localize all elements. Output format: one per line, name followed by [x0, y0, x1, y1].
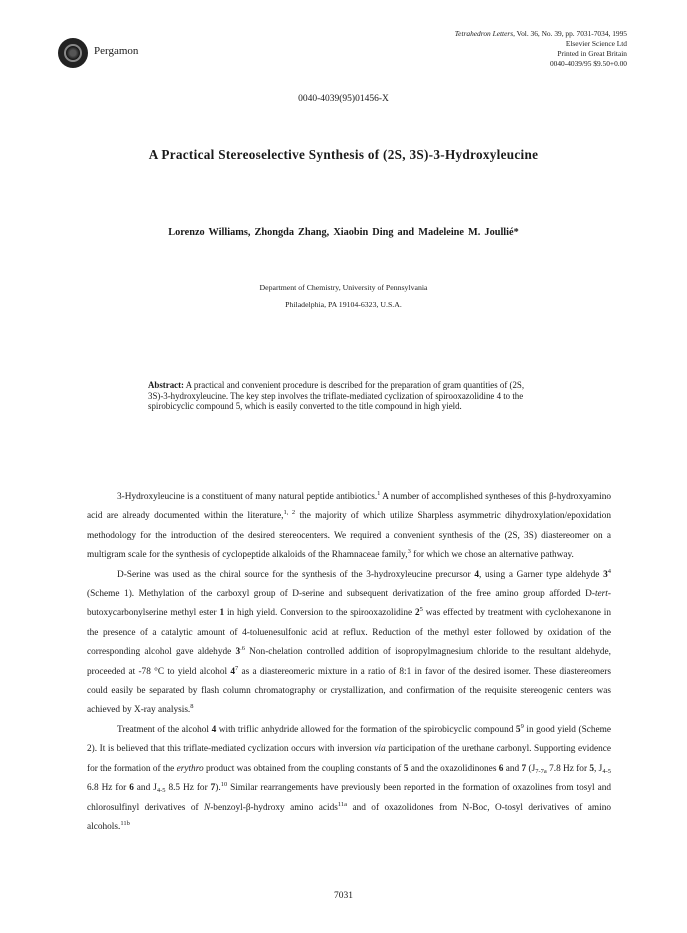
paper-title: A Practical Stereoselective Synthesis of (2S, 3S)-3-Hydroxyleucine	[148, 147, 539, 162]
pergamon-logo-icon	[58, 38, 88, 68]
affiliation	[0, 279, 687, 313]
journal-citation	[347, 29, 627, 69]
paragraph-1: 3-Hydroxyleucine is a constituent of many natural peptide antibiotics.$^1$ A number of accomplished syntheses of this β-hydroxyamino acid are already documented within the literature,$^{1, 2}$ the majority of which utilize Sharpless asymmetric dihydroxylation/epoxidation methodology for the introduction of the desired stereocenters. We required a convenient synthesis of the (2S, 3S) diastereomer on a multigram scale for the synthesis of cyclopeptide alkaloids of the Rhamnaceae family,$^3$ for which we chose an alternative pathway.	[87, 490, 612, 561]
body-text	[87, 488, 611, 837]
abstract	[148, 380, 548, 412]
journal-printed: Printed in Great Britain	[557, 49, 627, 58]
affiliation-address: Philadelphia, PA 19104-6323, U.S.A.	[285, 300, 402, 309]
doi: 0040-4039(95)01456-X	[298, 94, 389, 104]
affiliation-department: Department of Chemistry, University of Pennsylvania	[259, 283, 428, 292]
abstract-label: Abstract:	[148, 380, 184, 390]
journal-publisher: Elsevier Science Ltd	[565, 39, 627, 48]
abstract-text: A practical and convenient procedure is described for the preparation of gram quantities of (2S, 3S)-3-hydroxyleucine. The key step involves the triflate-mediated cyclization of spirooxazolidine 4 to the spirobicyclic compound 5, which is easily converted to the title compound in high yield.	[148, 380, 525, 412]
journal-title: Tetrahedron Letters	[454, 29, 514, 38]
journal-issn: 0040-4039/95 $9.50+0.00	[549, 59, 627, 68]
paragraph-2: D-Serine was used as the chiral source for the synthesis of the 3-hydroxyleucine precursor 4, using a Garner type aldehyde $3^4$ (Scheme 1). Methylation of the carboxyl group of D-serine and subsequent derivatization of the free amino group afforded D-tert-butoxycarbonylserine methyl ester 1 in high yield. Conversion to the spirooxazolidine $2^5$ was effected by treatment with cyclohexanone in the presence of a catalytic amount of 4-toluenesulfonic acid at reflux. Reduction of the methyl ester followed by oxidation of the corresponding alcohol gave aldehyde $3^{.6}$ Non-chelation controlled addition of isopropylmagnesium chloride to the resultant aldehyde, proceeded at -78 °C to yield alcohol $4^7$ as a diastereomeric mixture in a ratio of 8:1 in favor of the desired isomer. These diastereomers could easily be separated by flash column chromatography or crystallization, and confirmation of the requisite stereogenic centers was achieved by X-ray analysis.$^8$	[87, 567, 611, 716]
journal-volume: , Vol. 36, No. 39, pp. 7031-7034, 1995	[513, 29, 627, 38]
paragraph-3: Treatment of the alcohol 4 with triflic anhydride allowed for the formation of the spirobicyclic compound $5^9$ in good yield (Scheme 2). It is believed that this triflate-mediated cyclization occurs with inversion via participation of the urethane carbonyl. Supporting evidence for the formation of the erythro product was obtained from the coupling constants of 5 and the oxazolidinones 6 and 7 ($J_{7-7a}$ 7.8 Hz for 5, $J_{4-5}$ 6.8 Hz for 6 and $J_{4-5}$ 8.5 Hz for 7).$^{10}$ Similar rearrangements have previously been reported in the formation of oxazolines from tosyl and chlorosulfinyl derivatives of N-benzoyl-β-hydroxy amino acids$^{11a}$ and of oxazolidones from N-Boc, O-tosyl derivatives of amino alcohols.$^{11b}$	[87, 722, 611, 832]
publisher-name: Pergamon	[94, 45, 139, 57]
author-list: Lorenzo Williams, Zhongda Zhang, Xiaobin Ding and Madeleine M. Joullié*	[168, 227, 519, 238]
page-number: 7031	[334, 891, 353, 901]
